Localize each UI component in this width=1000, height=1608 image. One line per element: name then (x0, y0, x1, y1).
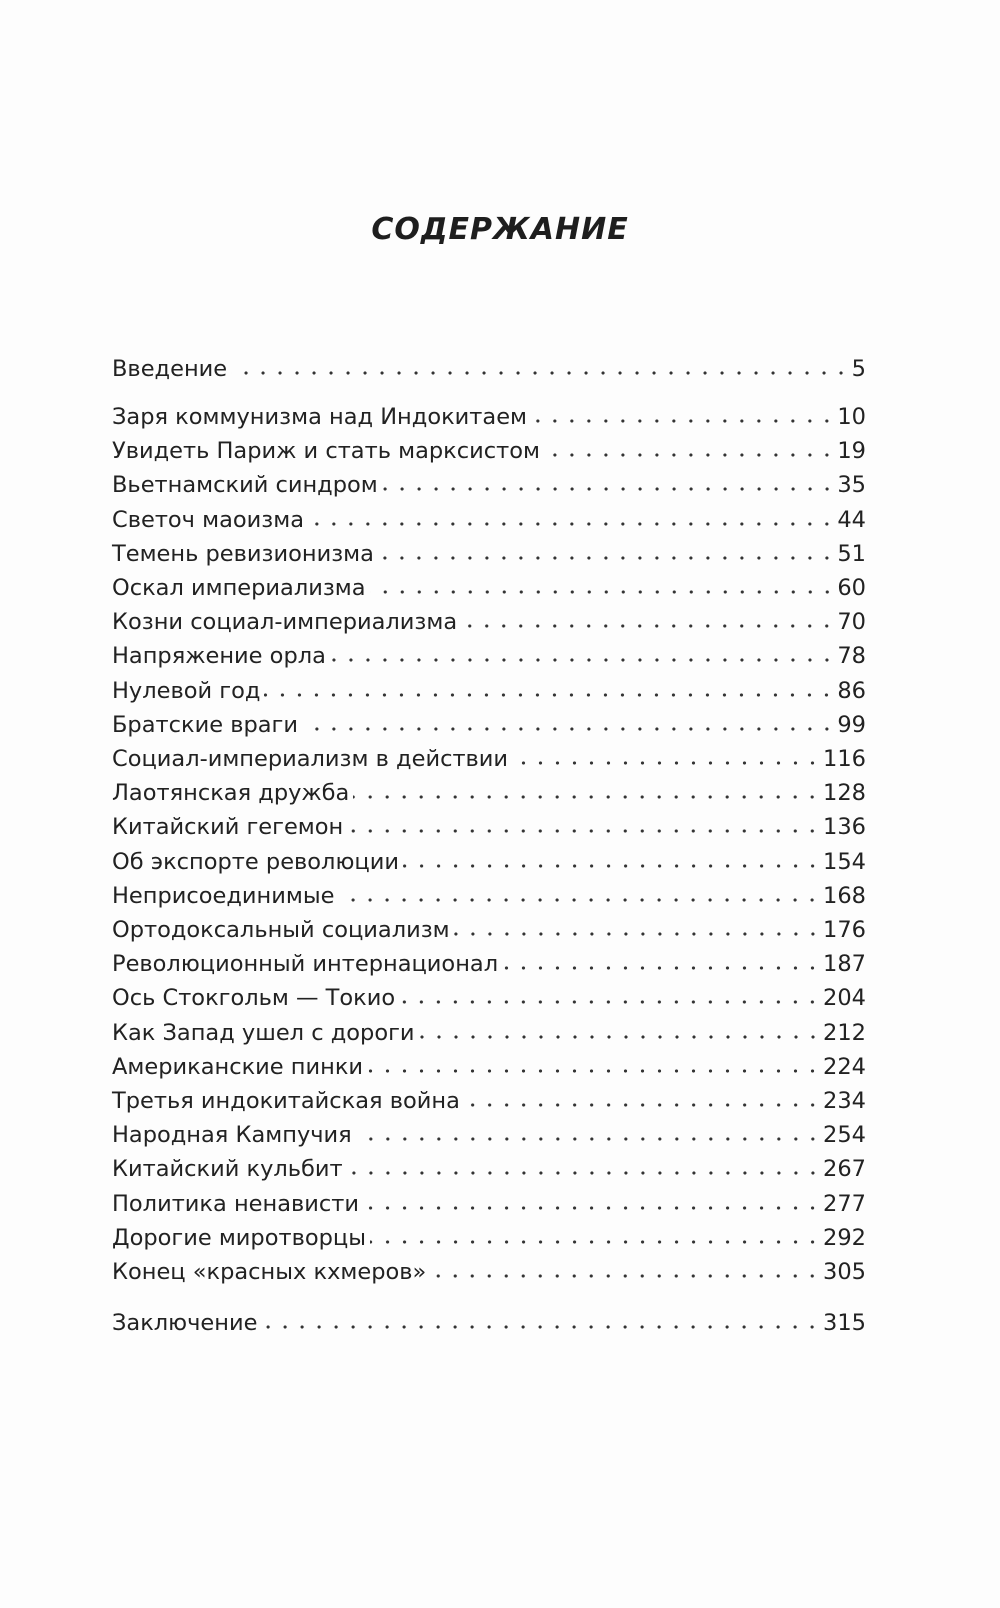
toc-entry (112, 637, 866, 671)
toc-entry-title: Светоч маоизма (112, 507, 305, 533)
toc-entry-page-number: 70 (837, 609, 866, 635)
toc-entry-page-number: 212 (823, 1020, 866, 1046)
dot-leader (261, 1322, 821, 1332)
toc-entry-title: Заключение (112, 1310, 258, 1336)
toc-entry-title: Братские враги (112, 712, 298, 738)
toc-entry (112, 1116, 866, 1150)
dot-leader (347, 826, 821, 836)
toc-entry-title: Революционный интернационал (112, 951, 499, 977)
toc-entry-page-number: 35 (837, 472, 866, 498)
toc-entry (112, 672, 866, 706)
toc-entry (112, 740, 866, 774)
toc-entry-title: Заря коммунизма над Индокитаем (112, 404, 528, 430)
dot-leader (461, 621, 835, 631)
toc-entry (112, 569, 866, 603)
toc-entry-title: Увидеть Париж и стать марксистом (112, 438, 540, 464)
toc-entry-page-number: 305 (823, 1259, 866, 1285)
toc-entry-title: Об экспорте революции (112, 849, 399, 875)
toc-entry (112, 1082, 866, 1116)
toc-entry-title: Вьетнамский синдром (112, 472, 378, 498)
dot-leader (382, 484, 836, 494)
toc-entry (112, 466, 866, 500)
toc-entry (112, 945, 866, 979)
toc-entry (112, 1014, 866, 1048)
toc-entry-page-number: 78 (837, 643, 866, 669)
toc-entry (112, 350, 866, 384)
toc-entry-page-number: 254 (823, 1122, 866, 1148)
dot-leader (356, 1134, 821, 1144)
toc-entry-page-number: 10 (837, 404, 866, 430)
toc-entry-page-number: 292 (823, 1225, 866, 1251)
dot-leader (264, 690, 835, 700)
toc-entry (112, 1048, 866, 1082)
toc-entry-page-number: 176 (823, 917, 866, 943)
toc-entry (112, 808, 866, 842)
toc-entry-title: Оскал империализма (112, 575, 366, 601)
toc-entry-title: Ортодоксальный социализм (112, 917, 450, 943)
toc-entry-title: Ось Стокгольм — Токио (112, 985, 396, 1011)
toc-entry-page-number: 154 (823, 849, 866, 875)
toc-entry-title: Американские пинки (112, 1054, 364, 1080)
dot-leader (367, 1066, 821, 1076)
toc-entry-title: Народная Кампучия (112, 1122, 352, 1148)
toc-entry-title: Лаотянская дружба (112, 780, 350, 806)
dot-leader (464, 1100, 821, 1110)
toc-entry-page-number: 116 (823, 746, 866, 772)
table-of-contents (112, 0, 866, 1608)
toc-entry-title: Дорогие миротворцы (112, 1225, 366, 1251)
dot-leader (544, 450, 835, 460)
toc-entry-page-number: 187 (823, 951, 866, 977)
dot-leader (512, 758, 821, 768)
toc-entry-title: Китайский кульбит (112, 1156, 343, 1182)
toc-entry (112, 1304, 866, 1338)
dot-leader (302, 724, 835, 734)
toc-entry (112, 535, 866, 569)
toc-entry-title: Напряжение орла (112, 643, 326, 669)
toc-entry (112, 979, 866, 1013)
toc-entry-page-number: 19 (837, 438, 866, 464)
toc-entry-title: Китайский гегемон (112, 814, 344, 840)
dot-leader (399, 997, 821, 1007)
dot-leader (363, 1203, 821, 1213)
toc-entry-title: Введение (112, 356, 228, 382)
dot-leader (378, 553, 835, 563)
toc-entry (112, 774, 866, 808)
toc-entry (112, 1150, 866, 1184)
toc-entry-page-number: 168 (823, 883, 866, 909)
toc-entry (112, 432, 866, 466)
toc-entry-page-number: 5 (851, 356, 866, 382)
dot-leader (347, 1168, 821, 1178)
dot-leader (531, 416, 835, 426)
toc-entry-page-number: 277 (823, 1191, 866, 1217)
toc-entry-page-number: 315 (823, 1310, 866, 1336)
toc-entry-title: Неприсоединимые (112, 883, 335, 909)
toc-entry (112, 1219, 866, 1253)
dot-leader (338, 895, 821, 905)
toc-entry-page-number: 224 (823, 1054, 866, 1080)
toc-entry-page-number: 60 (837, 575, 866, 601)
dot-leader (403, 861, 821, 871)
dot-leader (353, 792, 821, 802)
toc-entry (112, 843, 866, 877)
toc-entry-title: Социал-империализм в действии (112, 746, 509, 772)
dot-leader (419, 1032, 822, 1042)
toc-entry (112, 501, 866, 535)
dot-leader (430, 1271, 821, 1281)
toc-entry-page-number: 204 (823, 985, 866, 1011)
toc-entry-page-number: 99 (837, 712, 866, 738)
toc-entry-page-number: 267 (823, 1156, 866, 1182)
toc-entry-page-number: 128 (823, 780, 866, 806)
dot-leader (502, 963, 821, 973)
dot-leader (330, 655, 835, 665)
toc-entry-title: Политика ненависти (112, 1191, 359, 1217)
toc-entry-title: Третья индокитайская война (112, 1088, 460, 1114)
toc-entry-page-number: 86 (837, 678, 866, 704)
dot-leader (308, 519, 835, 529)
toc-entry (112, 877, 866, 911)
page-title: СОДЕРЖАНИЕ (371, 212, 629, 247)
dot-leader (370, 587, 836, 597)
toc-entry (112, 706, 866, 740)
toc-entry (112, 1253, 866, 1287)
toc-entry (112, 603, 866, 637)
dot-leader (454, 929, 821, 939)
toc-entry-title: Нулевой год (112, 678, 261, 704)
toc-entry-page-number: 51 (837, 541, 866, 567)
dot-leader (370, 1237, 821, 1247)
toc-entry (112, 398, 866, 432)
toc-entry-page-number: 234 (823, 1088, 866, 1114)
toc-entry (112, 911, 866, 945)
toc-entry-page-number: 136 (823, 814, 866, 840)
toc-entry-title: Темень ревизионизма (112, 541, 374, 567)
toc-entry (112, 1185, 866, 1219)
toc-entry-title: Козни социал-империализма (112, 609, 458, 635)
dot-leader (231, 368, 850, 378)
toc-entry-title: Как Запад ушел с дороги (112, 1020, 415, 1046)
toc-entry-page-number: 44 (837, 507, 866, 533)
toc-entry-title: Конец «красных кхмеров» (112, 1259, 427, 1285)
